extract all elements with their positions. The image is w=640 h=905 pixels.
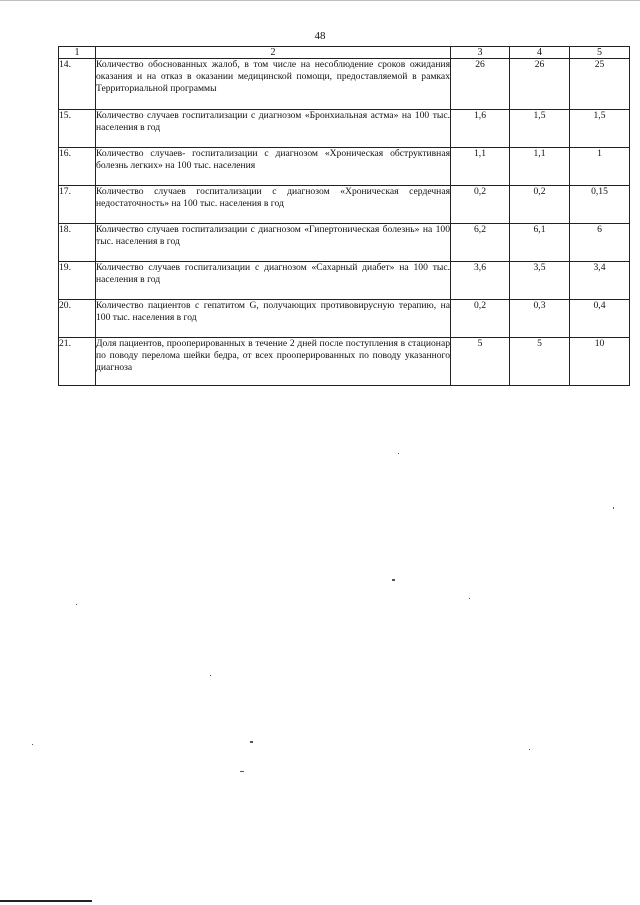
value-col-4: 1,5 <box>510 110 570 148</box>
scan-speck <box>529 749 530 750</box>
table-row <box>59 224 630 262</box>
page-number: 48 <box>314 30 326 42</box>
value-col-4: 1,1 <box>510 148 570 186</box>
top-border-line <box>0 0 640 1</box>
value-col-5: 0,4 <box>570 300 630 338</box>
value-col-4: 6,1 <box>510 224 570 262</box>
table-row <box>59 262 630 300</box>
value-col-5: 0,15 <box>570 186 630 224</box>
table-row <box>59 338 630 386</box>
indicator-description: Количество случаев госпитализации с диагнозом «Хроническая сердечная недостаточность» на 100 тыс. населения в год <box>96 186 451 224</box>
value-col-4: 26 <box>510 59 570 110</box>
value-col-5: 1 <box>570 148 630 186</box>
scan-speck <box>250 741 253 743</box>
indicator-description: Доля пациентов, прооперированных в течение 2 дней после поступления в стационар по поводу перелома шейки бедра, от всех прооперированных по поводу указанного диагноза <box>96 338 451 386</box>
row-number: 14. <box>59 59 96 110</box>
value-col-3: 26 <box>451 59 510 110</box>
table-row <box>59 186 630 224</box>
indicator-description: Количество случаев госпитализации с диагнозом «Гипертоническая болезнь» на 100 тыс. населения в год <box>96 224 451 262</box>
row-number: 19. <box>59 262 96 300</box>
indicator-description: Количество случаев- госпитализации с диагнозом «Хроническая обструктивная болезнь легких» на 100 тыс. населения <box>96 148 451 186</box>
indicator-description: Количество пациентов с гепатитом G, получающих противовирусную терапию, на 100 тыс. населения в год <box>96 300 451 338</box>
value-col-4: 3,5 <box>510 262 570 300</box>
scan-speck <box>398 453 399 454</box>
column-header: 4 <box>510 47 570 59</box>
value-col-5: 1,5 <box>570 110 630 148</box>
value-col-3: 0,2 <box>451 300 510 338</box>
row-number: 18. <box>59 224 96 262</box>
column-header: 1 <box>59 47 96 59</box>
value-col-3: 1,6 <box>451 110 510 148</box>
row-number: 16. <box>59 148 96 186</box>
indicator-description: Количество случаев госпитализации с диагнозом «Сахарный диабет» на 100 тыс. населения в год <box>96 262 451 300</box>
column-header: 3 <box>451 47 510 59</box>
value-col-5: 6 <box>570 224 630 262</box>
scan-speck <box>613 507 614 509</box>
row-number: 20. <box>59 300 96 338</box>
value-col-4: 0,2 <box>510 186 570 224</box>
value-col-5: 10 <box>570 338 630 386</box>
value-col-5: 3,4 <box>570 262 630 300</box>
value-col-5: 25 <box>570 59 630 110</box>
value-col-4: 0,3 <box>510 300 570 338</box>
scan-speck <box>76 604 77 605</box>
value-col-4: 5 <box>510 338 570 386</box>
scan-speck <box>392 579 395 581</box>
row-number: 15. <box>59 110 96 148</box>
column-header: 5 <box>570 47 630 59</box>
table-row <box>59 59 630 110</box>
bottom-scan-edge <box>0 900 92 902</box>
scan-speck <box>469 598 470 599</box>
scan-speck <box>240 771 244 772</box>
value-col-3: 0,2 <box>451 186 510 224</box>
indicators-table <box>58 46 630 386</box>
indicator-description: Количество случаев госпитализации с диагнозом «Бронхиальная астма» на 100 тыс. населения в год <box>96 110 451 148</box>
value-col-3: 3,6 <box>451 262 510 300</box>
table-row <box>59 300 630 338</box>
row-number: 17. <box>59 186 96 224</box>
scan-speck <box>32 744 33 745</box>
value-col-3: 5 <box>451 338 510 386</box>
value-col-3: 6,2 <box>451 224 510 262</box>
row-number: 21. <box>59 338 96 386</box>
table-row <box>59 110 630 148</box>
value-col-3: 1,1 <box>451 148 510 186</box>
table-row <box>59 148 630 186</box>
column-header: 2 <box>96 47 451 59</box>
table-header-row <box>59 47 630 59</box>
indicator-description: Количество обоснованных жалоб, в том числе на несоблюдение сроков ожидания оказания и на отказ в оказании медицинской помощи, предоставляемой в рамках Территориальной программы <box>96 59 451 110</box>
scan-speck <box>210 675 211 676</box>
